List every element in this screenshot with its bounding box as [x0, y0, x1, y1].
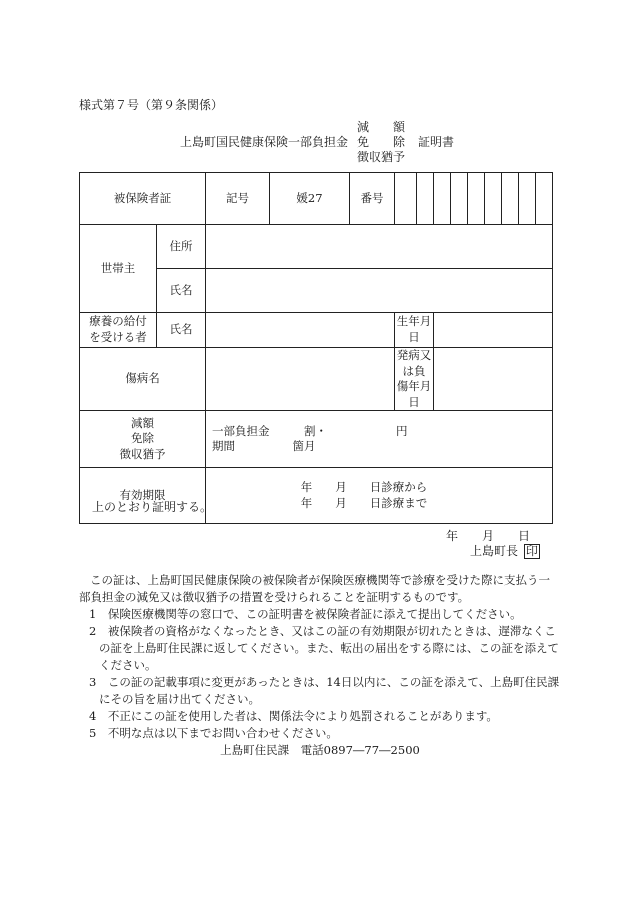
householder-address-row	[80, 225, 553, 269]
onset-label-line2: 傷年月日	[396, 379, 432, 409]
note-item-5: 5 不明な点は以下までお問い合わせください。	[89, 726, 338, 740]
issuer	[470, 542, 540, 559]
birthdate-label: 生年月日	[395, 313, 434, 348]
symbol-value: 媛27	[270, 173, 350, 225]
number-box[interactable]	[485, 173, 502, 225]
note-item-1: 1 保険医療機関等の窓口で、この証明書を被保険者証に添えて提出してください。	[89, 607, 522, 621]
measure-label	[80, 411, 206, 468]
number-box[interactable]	[519, 173, 536, 225]
onset-date-field[interactable]	[434, 348, 553, 411]
address-field[interactable]	[206, 225, 553, 269]
recipient-name-field[interactable]	[206, 313, 395, 348]
number-box[interactable]	[434, 173, 451, 225]
symbol-label: 記号	[206, 173, 270, 225]
title-type-exemption: 免 除	[357, 135, 406, 149]
number-box[interactable]	[536, 173, 553, 225]
validity-row	[80, 468, 553, 524]
disease-label: 傷病名	[80, 348, 206, 411]
number-label: 番号	[350, 173, 395, 225]
validity-label: 有効期限	[80, 468, 206, 524]
seal-mark: 印	[525, 544, 538, 558]
recipient-name-label: 氏名	[157, 313, 206, 348]
recipient-row	[80, 313, 553, 348]
birthdate-field[interactable]	[434, 313, 553, 348]
onset-label-line1: 発病又は負	[396, 348, 432, 378]
measure-details[interactable]	[206, 411, 553, 468]
measure-row	[80, 411, 553, 468]
householder-name-label: 氏名	[157, 269, 206, 313]
burden-rate-line: 一部負担金 割・ 円	[212, 423, 408, 438]
certification-statement: 上のとおり証明する。	[92, 500, 213, 514]
validity-to: 年 月 日診療まで	[300, 495, 428, 510]
notes-intro: この証は、上島町国民健康保険の被保険者が保険医療機関等で診療を受けた際に支払う一部負担金の減免又は徴収猶予の措置を受けられることを証明するものです。	[79, 573, 550, 604]
number-box[interactable]	[451, 173, 468, 225]
measure-label-exemption: 免除	[131, 431, 154, 446]
validity-from: 年 月 日診療から	[300, 480, 428, 495]
number-box[interactable]	[502, 173, 519, 225]
period-line: 期間 箇月	[212, 439, 316, 454]
disease-row	[80, 348, 553, 411]
certificate-table	[79, 172, 553, 524]
onset-date-label	[395, 348, 434, 411]
number-box[interactable]	[417, 173, 434, 225]
recipient-label-line2: を受ける者	[89, 330, 147, 344]
document-title: 上島町国民健康保険一部負担金	[180, 135, 349, 149]
notes-section	[79, 572, 561, 759]
contact-info: 上島町住民課 電話0897―77―2500	[220, 743, 420, 757]
issue-date: 年 月 日	[446, 529, 531, 543]
householder-label: 世帯主	[80, 225, 157, 313]
recipient-label	[80, 313, 157, 348]
note-item-3: 3 この証の記載事項に変更があったときは、14日以内に、この証を添えて、上島町住民課にその旨を届け出てください。	[89, 675, 560, 706]
validity-details[interactable]	[206, 468, 553, 524]
address-label: 住所	[157, 225, 206, 269]
form-number: 様式第７号（第９条関係）	[79, 98, 224, 112]
disease-field[interactable]	[206, 348, 395, 411]
insured-card-label: 被保険者証	[80, 173, 206, 225]
title-type-reduction: 減 額	[357, 120, 406, 134]
mayor-title: 上島町長	[470, 544, 519, 558]
measure-label-deferral: 徴収猶予	[119, 446, 166, 461]
number-box[interactable]	[468, 173, 485, 225]
note-item-4: 4 不正にこの証を使用した者は、関係法令により処罰されることがあります。	[89, 709, 498, 723]
measure-label-reduction: 減額	[131, 415, 154, 430]
insured-card-row	[80, 173, 553, 225]
number-box[interactable]	[395, 173, 417, 225]
title-suffix: 証明書	[418, 135, 455, 149]
note-item-2: 2 被保険者の資格がなくなったとき、又はこの証の有効期限が切れたときは、遅滞なくこの証を上島町住民課に返してください。また、転出の届出をする際には、この証を添えてください。	[89, 624, 559, 672]
recipient-label-line1: 療養の給付	[89, 314, 147, 329]
householder-name-field[interactable]	[206, 269, 553, 313]
title-type-deferral: 徴収猶予	[357, 150, 406, 164]
